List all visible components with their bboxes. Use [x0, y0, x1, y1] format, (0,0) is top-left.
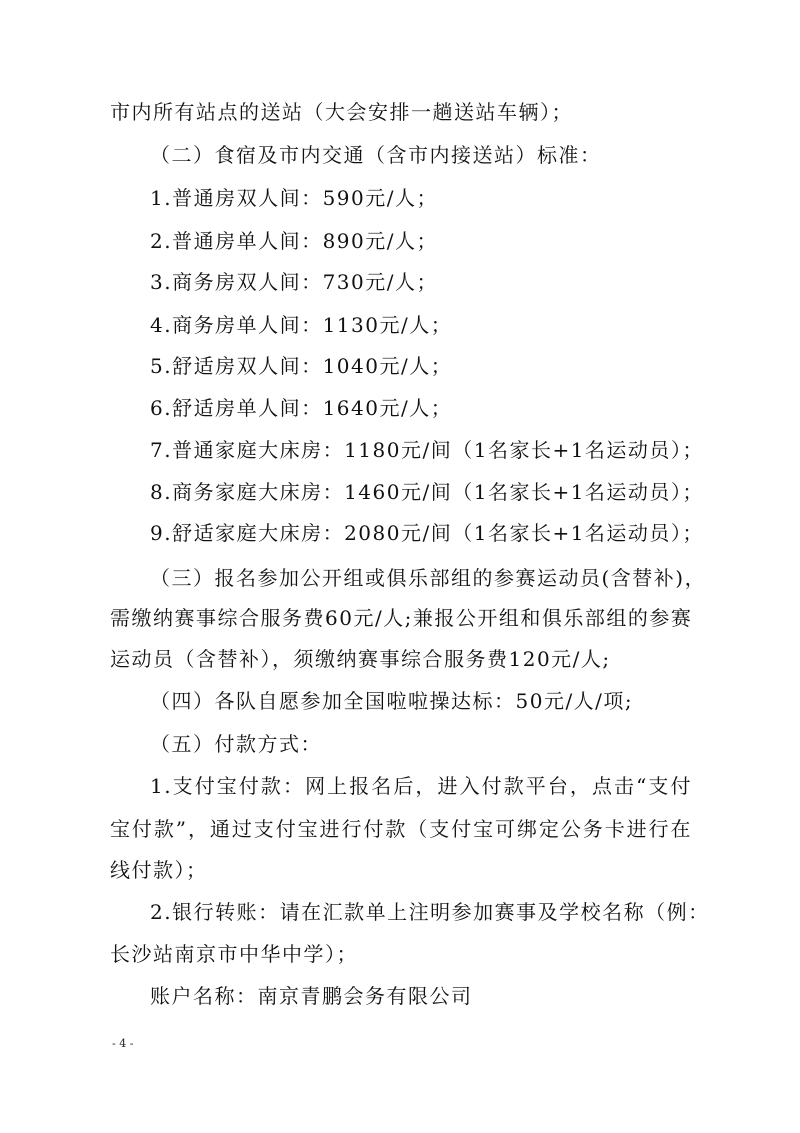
paragraph-line: 市内所有站点的送站（大会安排一趟送站车辆）； — [110, 100, 573, 124]
section-heading-service-fee: （三）报名参加公开组或俱乐部组的参赛运动员(含替补)， — [150, 566, 707, 590]
price-item: 6.舒适房单人间：1640元/人； — [150, 396, 453, 420]
paragraph-line: 需缴纳赛事综合服务费60元/人;兼报公开组和俱乐部组的参赛 — [110, 606, 693, 630]
section-heading-standard-test: （四）各队自愿参加全国啦啦操达标：50元/人/项; — [150, 689, 634, 713]
price-item: 4.商务房单人间：1130元/人； — [150, 313, 453, 337]
account-name-line: 账户名称：南京青鹏会务有限公司 — [150, 984, 473, 1008]
page-number: - 4 - — [112, 1037, 134, 1050]
paragraph-line: 线付款）； — [110, 858, 208, 882]
paragraph-line: 运动员（含替补），须缴纳赛事综合服务费120元/人; — [110, 647, 611, 671]
price-item: 9.舒适家庭大床房：2080元/间（1名家长+1名运动员）； — [150, 521, 704, 545]
section-heading-payment: （五）付款方式： — [150, 732, 322, 756]
payment-item-alipay: 1.支付宝付款：网上报名后，进入付款平台，点击“支付 — [150, 774, 692, 798]
price-item: 7.普通家庭大床房：1180元/间（1名家长+1名运动员）； — [150, 438, 704, 462]
price-item: 3.商务房双人间：730元/人； — [150, 270, 438, 294]
price-item: 1.普通房双人间：590元/人； — [150, 186, 438, 210]
paragraph-line: 长沙站南京市中华中学）； — [110, 942, 358, 966]
price-item: 5.舒适房双人间：1040元/人； — [150, 354, 453, 378]
section-heading-accommodation: （二）食宿及市内交通（含市内接送站）标准： — [150, 143, 602, 167]
paragraph-line: 宝付款”，通过支付宝进行付款（支付宝可绑定公务卡进行在 — [110, 817, 692, 841]
payment-item-bank-transfer: 2.银行转账：请在汇款单上注明参加赛事及学校名称（例： — [150, 900, 710, 924]
price-item: 2.普通房单人间：890元/人； — [150, 229, 438, 253]
price-item: 8.商务家庭大床房：1460元/间（1名家长+1名运动员）； — [150, 480, 704, 504]
